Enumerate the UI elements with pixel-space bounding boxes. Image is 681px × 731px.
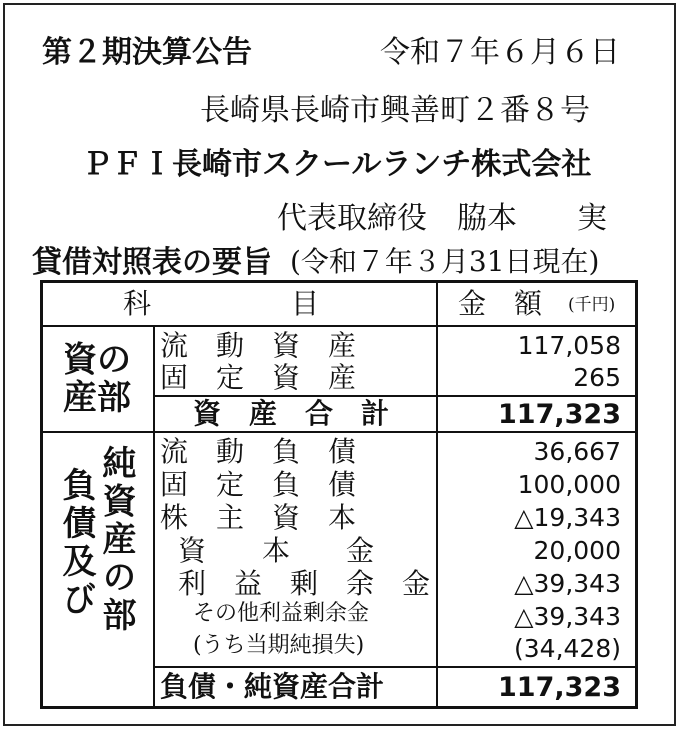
liab-row-label: その他利益剰余金 [193,601,370,626]
liab-row-value: 36,667 [533,437,621,466]
company-name: ＰＦＩ長崎市スクールランチ株式会社 [82,147,592,182]
col-divider-section [153,327,155,709]
liab-row-label: 株 主 資 本 [160,501,357,534]
liab-section-label-col1: 負債及び [56,467,96,619]
liab-row-value: △39,343 [514,569,621,598]
liab-row-label: 利 益 剰 余 金 [178,567,431,600]
liab-total-label: 負債・純資産合計 [160,670,385,703]
liab-row-value: △19,343 [514,503,621,532]
asset-row-value: 117,058 [517,331,621,360]
assets-section-divider [43,431,635,433]
notice-date: 令和７年６月６日 [380,35,620,70]
header-unit: (千円) [568,295,616,315]
liab-section-label-col2: 純資産の部 [96,445,136,635]
asset-row-label: 固 定 資 産 [160,361,357,394]
liab-row-value: △39,343 [514,602,621,631]
assets-section-label-1: 資の [63,340,131,380]
assets-section-label-2: 産部 [63,378,131,418]
liab-row-value: 100,000 [517,470,621,499]
representative: 代表取締役 脇本 実 [277,201,607,236]
liab-row-value: 20,000 [533,536,621,565]
header-divider [43,325,635,327]
liab-row-label: 流 動 負 債 [160,435,357,468]
liab-row-label: 固 定 負 債 [160,468,357,501]
liab-row-value: (34,428) [514,634,621,663]
assets-total-value: 117,323 [498,399,621,430]
asset-row-label: 流 動 資 産 [160,329,357,362]
notice-title: 第２期決算公告 [42,35,252,70]
summary-title: 貸借対照表の要旨 [32,245,272,280]
asset-row-value: 265 [573,363,621,392]
summary-date: (令和７年３月31日現在) [290,245,600,278]
header-item: 科 目 [123,287,320,320]
liab-total-value: 117,323 [498,672,621,703]
assets-total-label: 資 産 合 計 [193,397,390,430]
company-address: 長崎県長崎市興善町２番８号 [200,93,590,128]
header-amount: 金 額 [458,287,543,320]
liab-row-label: 資 本 金 [178,534,375,567]
liab-total-divider [153,666,635,668]
col-divider-amount [436,283,438,709]
balance-sheet-table [40,280,638,709]
liab-row-label: (うち当期純損失) [193,633,365,658]
